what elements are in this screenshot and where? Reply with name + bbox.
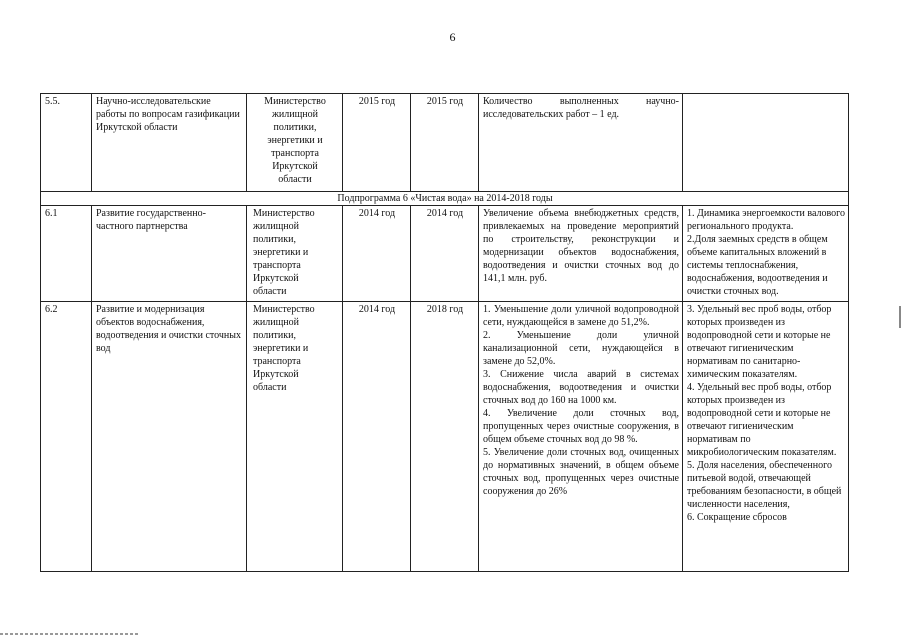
executor-line: транспорта — [271, 148, 319, 159]
expected-results — [479, 94, 683, 192]
subprogram-header-row — [41, 192, 849, 206]
start-year: 2015 год — [343, 94, 411, 192]
executor-line: транспорта — [253, 356, 301, 367]
activity-name: Развитие и модернизация объектов водоснабжения, водоотведения и очистки сточных вод — [92, 302, 247, 572]
indicator-item: 3. Удельный вес проб воды, отбор которых произведен из водопроводной сети и которые не отвечают гигиеническим нормативам по санитарно-химическим показателям. — [687, 304, 832, 380]
end-year: 2015 год — [411, 94, 479, 192]
scan-artifact — [0, 633, 140, 635]
page-number: 6 — [449, 30, 456, 44]
end-year: 2014 год — [411, 206, 479, 302]
target-indicators — [683, 206, 849, 302]
table-row — [41, 94, 849, 192]
executor-line: политики, — [253, 330, 296, 341]
executor-line: транспорта — [253, 260, 301, 271]
executor-line: области — [253, 382, 287, 393]
program-table — [40, 93, 849, 572]
target-indicators — [683, 94, 849, 192]
activity-name: Научно-исследовательские работы по вопросам газификации Иркутской области — [92, 94, 247, 192]
executor-line: политики, — [253, 234, 296, 245]
scan-edge-mark — [899, 306, 901, 328]
subprogram-header: Подпрограмма 6 «Чистая вода» на 2014-2018 годы — [41, 192, 849, 206]
executor-line: области — [278, 174, 312, 185]
responsible-executor — [247, 94, 343, 192]
executor-line: области — [253, 286, 287, 297]
result-item: Количество выполненных научно-исследовательских работ – 1 ед. — [483, 96, 679, 120]
executor-line: политики, — [273, 122, 317, 133]
indicator-item: 1. Динамика энергоемкости валового регионального продукта. — [687, 208, 845, 232]
table-body-subheader — [41, 192, 849, 206]
executor-line: энергетики и — [267, 135, 323, 146]
start-year: 2014 год — [343, 302, 411, 572]
result-item: 5. Увеличение доли сточных вод, очищенных до нормативных значений, в общем объеме сточных вод, пропущенных через очистные сооружения до 26% — [483, 447, 679, 497]
indicator-item: 6. Сокращение сбросов — [687, 512, 787, 523]
result-item: 4. Увеличение доли сточных вод, пропущенных через очистные сооружения, в общем объеме сточных вод до 98 %. — [483, 408, 679, 445]
row-number: 5.5. — [41, 94, 92, 192]
table-row — [41, 302, 849, 572]
indicator-item: 2.Доля заемных средств в общем объеме капитальных вложений в системы теплоснабжения, водоснабжения, водоотведения и очистки сточных вод. — [687, 234, 828, 297]
executor-line: Министерство — [253, 304, 315, 315]
activity-name: Развитие государственно-частного партнерства — [92, 206, 247, 302]
row-number: 6.1 — [41, 206, 92, 302]
executor-line: жилищной — [253, 221, 300, 232]
expected-results — [479, 302, 683, 572]
target-indicators — [683, 302, 849, 572]
start-year: 2014 год — [343, 206, 411, 302]
indicator-item: 5. Доля населения, обеспеченного питьевой водой, отвечающей требованиям безопасности, в общей численности населения, — [687, 460, 842, 510]
table-body-top — [41, 94, 849, 192]
expected-results — [479, 206, 683, 302]
executor-line: Иркутской — [272, 161, 318, 172]
table-body-bottom — [41, 206, 849, 572]
executor-line: Иркутской — [253, 273, 299, 284]
end-year: 2018 год — [411, 302, 479, 572]
row-number: 6.2 — [41, 302, 92, 572]
result-item: Увеличение объема внебюджетных средств, привлекаемых на проведение мероприятий по строительству, реконструкции и модернизации объектов водоснабжения, водоотведения и очистки сточных вод до 141,1 млн. руб. — [483, 208, 679, 284]
indicator-item: 4. Удельный вес проб воды, отбор которых произведен из водопроводной сети и которые не отвечают гигиеническим нормативам по микробиологическим показателям. — [687, 382, 837, 458]
responsible-executor — [247, 206, 343, 302]
result-item: 2. Уменьшение доли уличной канализационной сети, нуждающейся в замене до 52,0%. — [483, 330, 679, 367]
responsible-executor — [247, 302, 343, 572]
executor-line: Министерство — [264, 96, 326, 107]
executor-line: жилищной — [271, 109, 318, 120]
executor-line: жилищной — [253, 317, 300, 328]
executor-line: Иркутской — [253, 369, 299, 380]
executor-line: энергетики и — [253, 343, 309, 354]
executor-line: энергетики и — [253, 247, 309, 258]
result-item: 1. Уменьшение доли уличной водопроводной сети, нуждающейся в замене до 51,2%. — [483, 304, 679, 328]
table-row — [41, 206, 849, 302]
executor-line: Министерство — [253, 208, 315, 219]
result-item: 3. Снижение числа аварий в системах водоснабжения, водоотведения и очистки сточных вод до 160 на 1000 км. — [483, 369, 679, 406]
